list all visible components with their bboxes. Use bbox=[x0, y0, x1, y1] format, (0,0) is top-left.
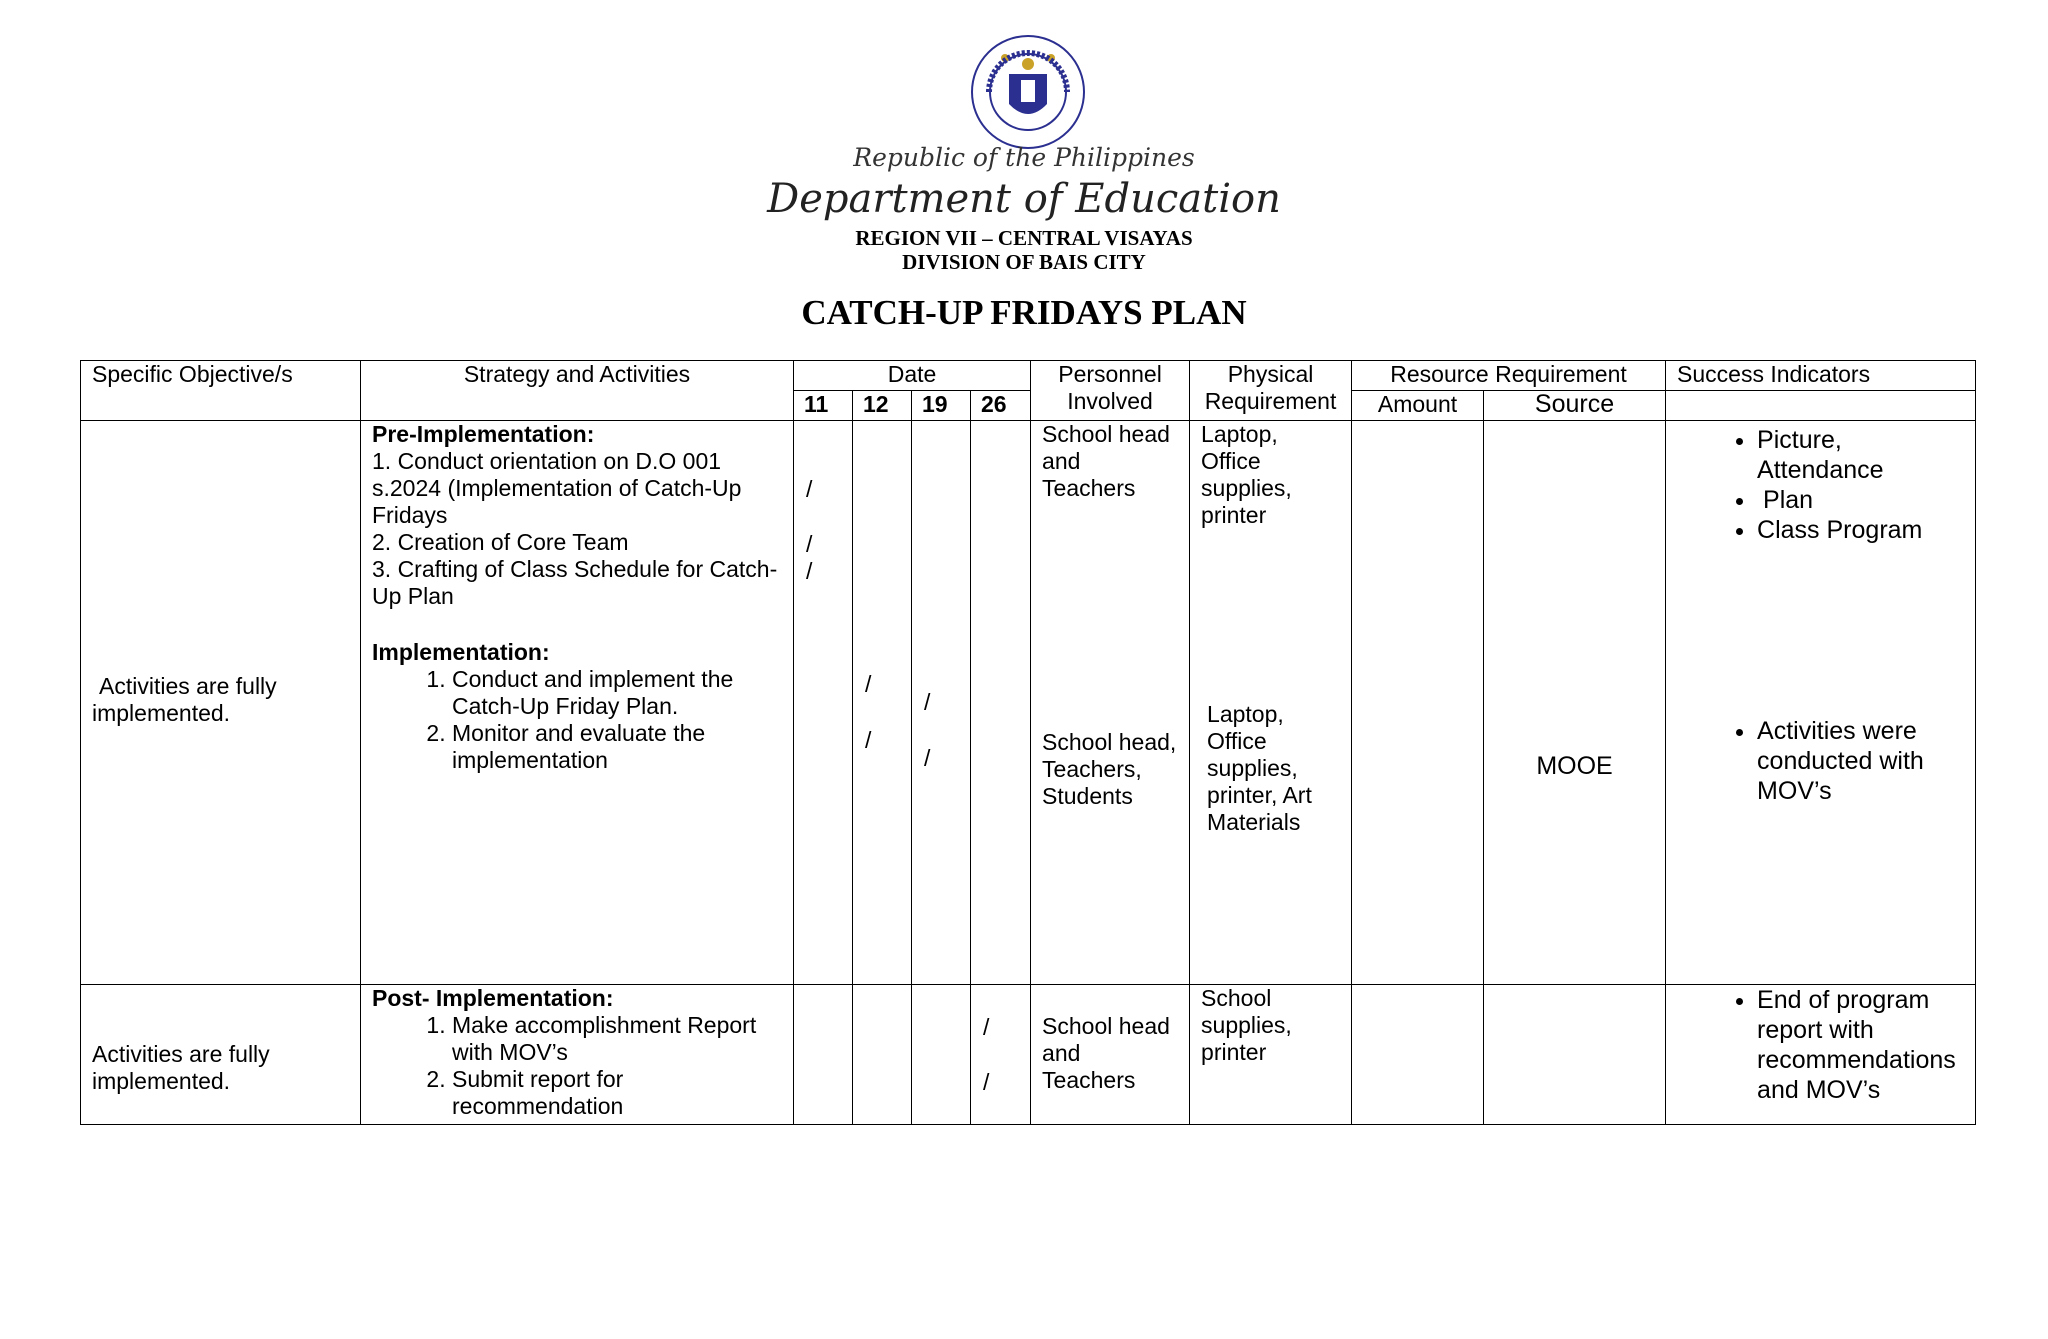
division-line: DIVISION OF BAIS CITY bbox=[902, 250, 1146, 274]
header-date-11: 11 bbox=[794, 391, 853, 421]
pre-item: 3. Crafting of Class Schedule for Catch-Up Plan bbox=[372, 556, 778, 609]
date-12-cell bbox=[853, 985, 912, 1125]
list-item: • Plan bbox=[1757, 485, 1964, 515]
check-mark: / bbox=[983, 1069, 990, 1095]
header-personnel: Personnel Involved bbox=[1031, 361, 1190, 421]
personnel-pre: School head and Teachers bbox=[1042, 421, 1170, 501]
post-implementation-list bbox=[372, 1012, 782, 1120]
implementation-list bbox=[372, 666, 782, 774]
personnel-cell bbox=[1031, 421, 1190, 985]
objective-cell bbox=[81, 421, 361, 985]
amount-cell bbox=[1352, 985, 1484, 1125]
list-item: 2. Monitor and evaluate the implementation bbox=[452, 720, 782, 774]
success-impl-list bbox=[1677, 545, 1964, 806]
header-objective: Specific Objective/s bbox=[81, 361, 361, 421]
date-19-cell bbox=[912, 985, 971, 1125]
list-item: • Class Program bbox=[1757, 515, 1964, 545]
objective-text: Activities are fully implemented. bbox=[92, 673, 277, 726]
check-mark: / bbox=[806, 476, 813, 502]
check-mark: / bbox=[806, 531, 813, 557]
check-mark: / bbox=[924, 689, 931, 715]
header-physical: Physical Requirement bbox=[1190, 361, 1352, 421]
strategy-cell bbox=[361, 421, 794, 985]
check-mark: / bbox=[806, 558, 813, 584]
date-12-cell bbox=[853, 421, 912, 985]
header-resource: Resource Requirement bbox=[1352, 361, 1666, 391]
amount-cell bbox=[1352, 421, 1484, 985]
header-strategy: Strategy and Activities bbox=[361, 361, 794, 421]
deped-seal-icon bbox=[969, 34, 1087, 150]
header-date-12: 12 bbox=[853, 391, 912, 421]
list-item: • Activities were conducted with MOV’s bbox=[1757, 716, 1964, 806]
list-item: • Picture, Attendance bbox=[1757, 425, 1964, 485]
header-source: Source bbox=[1484, 391, 1666, 421]
objective-text: Activities are fully implemented. bbox=[92, 1041, 270, 1094]
source-cell bbox=[1484, 985, 1666, 1125]
personnel-text: School head and Teachers bbox=[1042, 1013, 1170, 1093]
header-date-19: 19 bbox=[912, 391, 971, 421]
strategy-cell bbox=[361, 985, 794, 1125]
list-item: 1. Make accomplishment Report with MOV’s bbox=[452, 1012, 782, 1066]
check-mark: / bbox=[865, 671, 872, 697]
pre-implementation-heading: Pre-Implementation: bbox=[372, 421, 595, 447]
success-cell bbox=[1666, 985, 1976, 1125]
header-row-1 bbox=[81, 361, 1976, 391]
personnel-cell bbox=[1031, 985, 1190, 1125]
table-row bbox=[81, 421, 1976, 985]
republic-line: Republic of the Philippines bbox=[853, 143, 1195, 172]
objective-cell bbox=[81, 985, 361, 1125]
post-implementation-heading: Post- Implementation: bbox=[372, 985, 614, 1011]
header-amount: Amount bbox=[1352, 391, 1484, 421]
implementation-heading: Implementation: bbox=[372, 639, 550, 665]
check-mark: / bbox=[983, 1014, 990, 1040]
physical-text: School supplies, printer bbox=[1201, 985, 1292, 1065]
physical-pre: Laptop, Office supplies, printer bbox=[1201, 421, 1292, 528]
source-cell bbox=[1484, 421, 1666, 985]
date-11-cell bbox=[794, 421, 853, 985]
department-name: Department of Education bbox=[767, 176, 1281, 222]
pre-item: 1. Conduct orientation on D.O 001 s.2024 (Implementation of Catch-Up Fridays bbox=[372, 448, 742, 528]
pre-item: 2. Creation of Core Team bbox=[372, 529, 629, 555]
date-11-cell bbox=[794, 985, 853, 1125]
list-item: 1. Conduct and implement the Catch-Up Friday Plan. bbox=[452, 666, 782, 720]
region-line: REGION VII – CENTRAL VISAYAS bbox=[855, 226, 1193, 250]
success-cell bbox=[1666, 421, 1976, 985]
date-19-cell bbox=[912, 421, 971, 985]
table-row bbox=[81, 985, 1976, 1125]
physical-cell bbox=[1190, 985, 1352, 1125]
personnel-impl: School head, Teachers, Students bbox=[1042, 729, 1177, 809]
source-text: MOOE bbox=[1536, 752, 1613, 780]
success-pre-list bbox=[1677, 421, 1964, 545]
list-item: 2. Submit report for recommendation bbox=[452, 1066, 782, 1120]
header-date-26: 26 bbox=[971, 391, 1031, 421]
check-mark: / bbox=[865, 727, 872, 753]
check-mark: / bbox=[924, 745, 931, 771]
date-26-cell bbox=[971, 421, 1031, 985]
list-item: • End of program report with recommendations and MOV’s bbox=[1757, 985, 1964, 1105]
header-date: Date bbox=[794, 361, 1031, 391]
date-26-cell bbox=[971, 985, 1031, 1125]
document-title: CATCH-UP FRIDAYS PLAN bbox=[801, 293, 1247, 332]
header-success: Success Indicators bbox=[1666, 361, 1976, 391]
physical-cell bbox=[1190, 421, 1352, 985]
success-post-list bbox=[1677, 985, 1964, 1105]
physical-impl: Laptop, Office supplies, printer, Art Materials bbox=[1207, 701, 1312, 835]
plan-table bbox=[80, 360, 1976, 1125]
header-success-empty bbox=[1666, 391, 1976, 421]
